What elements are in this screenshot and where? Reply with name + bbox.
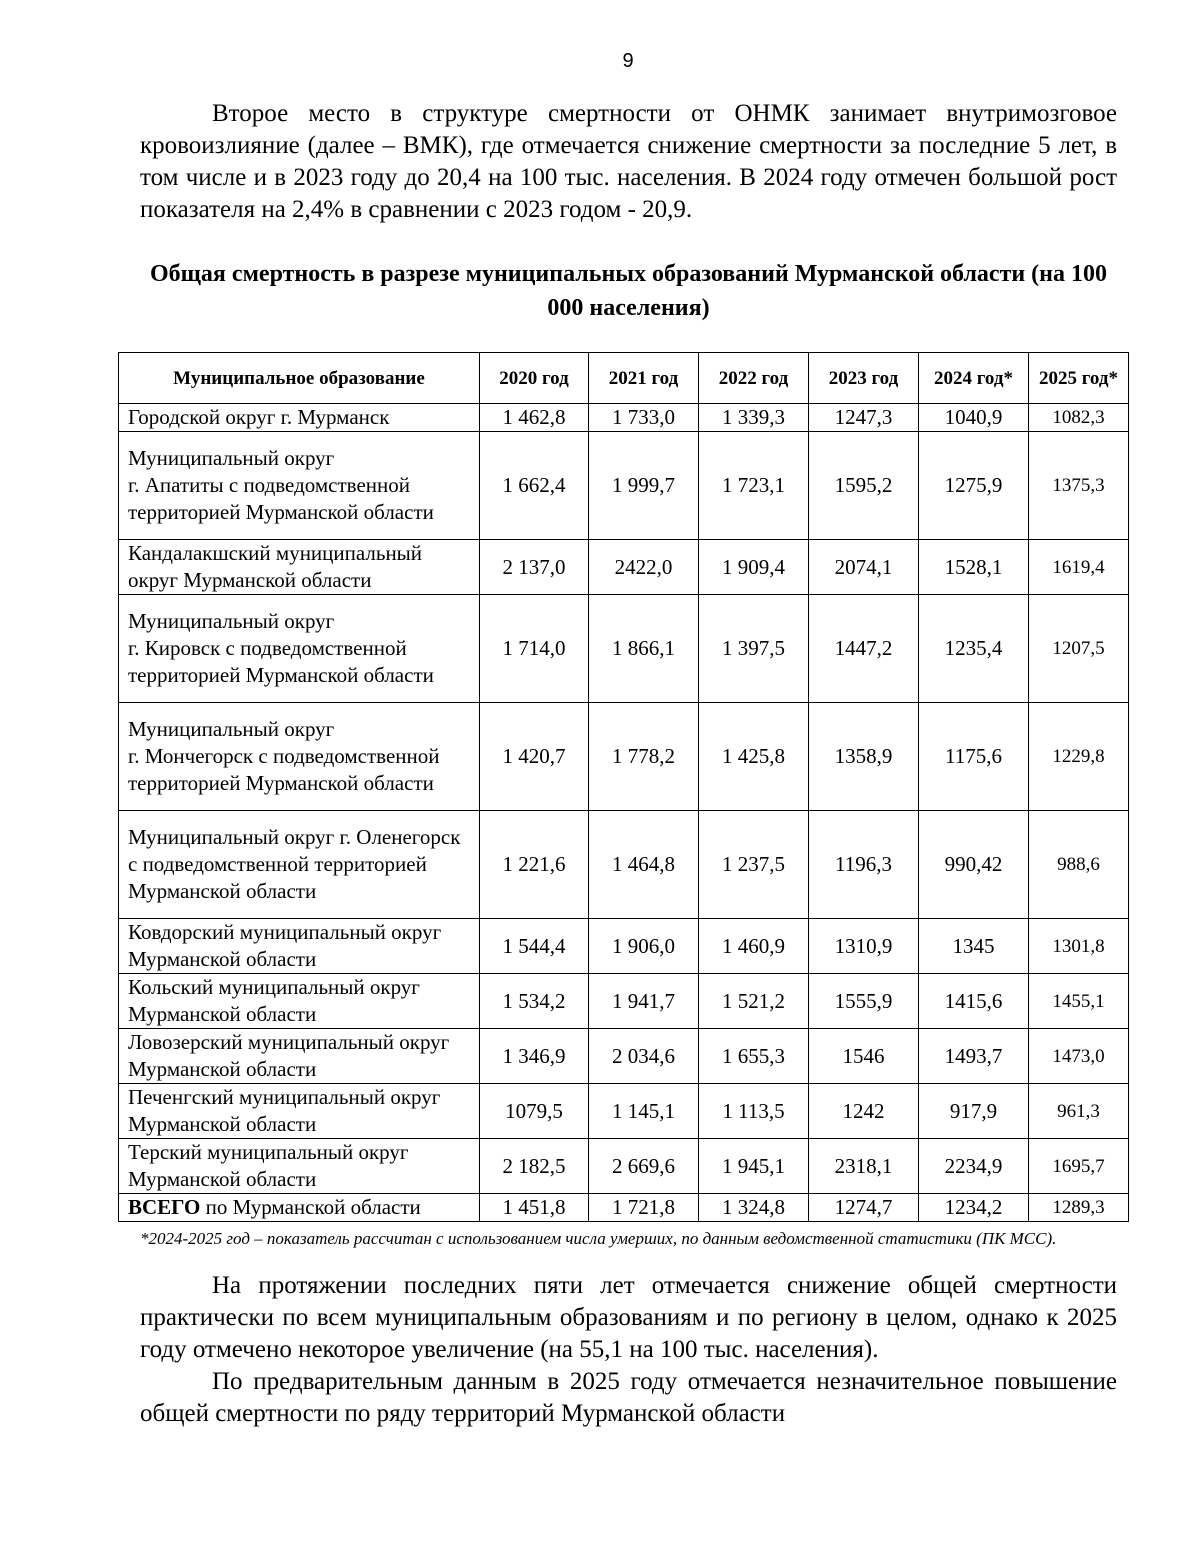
value-cell: 1595,2 xyxy=(809,432,919,540)
value-cell: 1275,9 xyxy=(919,432,1029,540)
value-cell: 1 945,1 xyxy=(699,1139,809,1194)
value-cell: 1 544,4 xyxy=(480,919,589,974)
value-cell: 1 339,3 xyxy=(699,404,809,432)
table-row xyxy=(119,1029,1129,1084)
paragraph-3 xyxy=(140,1366,1117,1430)
header-municipality: Муниципальное образование xyxy=(119,353,480,404)
value-cell: 1493,7 xyxy=(919,1029,1029,1084)
value-cell: 1 460,9 xyxy=(699,919,809,974)
header-2022: 2022 год xyxy=(699,353,809,404)
page-number: 9 xyxy=(622,50,634,72)
value-cell: 1 462,8 xyxy=(480,404,589,432)
value-cell: 1473,0 xyxy=(1029,1029,1129,1084)
municipality-name: Городской округ г. Мурманск xyxy=(119,404,480,432)
value-cell: 1 534,2 xyxy=(480,974,589,1029)
value-cell: 2422,0 xyxy=(589,540,699,595)
value-cell: 1229,8 xyxy=(1029,703,1129,811)
municipality-name: Муниципальный округ г. Мончегорск с подведомственной территорией Мурманской области xyxy=(119,703,480,811)
table-footnote: *2024-2025 год – показатель рассчитан с использованием числа умерших, по данным ведомственной статистики (ПК МСС). xyxy=(140,1229,1057,1248)
value-cell: 2074,1 xyxy=(809,540,919,595)
value-cell: 917,9 xyxy=(919,1084,1029,1139)
value-cell: 1235,4 xyxy=(919,595,1029,703)
value-cell: 990,42 xyxy=(919,811,1029,919)
value-cell: 1 733,0 xyxy=(589,404,699,432)
value-cell: 1 221,6 xyxy=(480,811,589,919)
value-cell: 1 113,5 xyxy=(699,1084,809,1139)
value-cell: 2 669,6 xyxy=(589,1139,699,1194)
header-2021: 2021 год xyxy=(589,353,699,404)
value-cell: 1247,3 xyxy=(809,404,919,432)
value-cell: 1196,3 xyxy=(809,811,919,919)
value-cell: 1 346,9 xyxy=(480,1029,589,1084)
total-label xyxy=(119,1194,480,1222)
paragraph-2 xyxy=(140,1270,1117,1366)
value-cell: 1082,3 xyxy=(1029,404,1129,432)
municipality-name: Ловозерский муниципальный округ Мурманской области xyxy=(119,1029,480,1084)
total-label-bold: ВСЕГО xyxy=(128,1195,201,1219)
header-2025: 2025 год* xyxy=(1029,353,1129,404)
table-title: Общая смертность в разрезе муниципальных образований Мурманской области (на 100 000 населения) xyxy=(150,261,1107,321)
value-cell: 2 034,6 xyxy=(589,1029,699,1084)
value-cell: 1079,5 xyxy=(480,1084,589,1139)
value-cell: 2 137,0 xyxy=(480,540,589,595)
table-header-row xyxy=(119,353,1129,404)
total-value-cell: 1 324,8 xyxy=(699,1194,809,1222)
value-cell: 1555,9 xyxy=(809,974,919,1029)
value-cell: 1 714,0 xyxy=(480,595,589,703)
municipality-name: Муниципальный округ г. Оленегорск с подведомственной территорией Мурманской области xyxy=(119,811,480,919)
value-cell: 1301,8 xyxy=(1029,919,1129,974)
value-cell: 1619,4 xyxy=(1029,540,1129,595)
value-cell: 1 521,2 xyxy=(699,974,809,1029)
value-cell: 1345 xyxy=(919,919,1029,974)
value-cell: 1310,9 xyxy=(809,919,919,974)
paragraph-1-text: Второе место в структуре смертности от ОНМК занимает внутримозговое кровоизлияние (далее – ВМК), где отмечается снижение смертности за последние 5 лет, в том числе и в 2023 году до 20,4 на 100 тыс. населения. В 2024 году отмечен большой рост показателя на 2,4% в сравнении с 2023 годом - 20,9. xyxy=(140,100,1117,223)
paragraph-3-text: По предварительным данным в 2025 году отмечается незначительное повышение общей смертности по ряду территорий Мурманской области xyxy=(140,1368,1117,1427)
header-2024: 2024 год* xyxy=(919,353,1029,404)
value-cell: 1 145,1 xyxy=(589,1084,699,1139)
value-cell: 1 464,8 xyxy=(589,811,699,919)
value-cell: 1 662,4 xyxy=(480,432,589,540)
table-row xyxy=(119,540,1129,595)
value-cell: 1 866,1 xyxy=(589,595,699,703)
value-cell: 1040,9 xyxy=(919,404,1029,432)
value-cell: 2318,1 xyxy=(809,1139,919,1194)
municipality-name: Кольский муниципальный округ Мурманской области xyxy=(119,974,480,1029)
total-row xyxy=(119,1194,1129,1222)
value-cell: 1 655,3 xyxy=(699,1029,809,1084)
mortality-table xyxy=(118,352,1129,1222)
value-cell: 1546 xyxy=(809,1029,919,1084)
municipality-name: Кандалакшский муниципальный округ Мурманской области xyxy=(119,540,480,595)
total-value-cell: 1234,2 xyxy=(919,1194,1029,1222)
value-cell: 1375,3 xyxy=(1029,432,1129,540)
value-cell: 1 397,5 xyxy=(699,595,809,703)
value-cell: 988,6 xyxy=(1029,811,1129,919)
header-2020: 2020 год xyxy=(480,353,589,404)
value-cell: 1695,7 xyxy=(1029,1139,1129,1194)
paragraph-2-text: На протяжении последних пяти лет отмечается снижение общей смертности практически по всем муниципальным образованиям и по региону в целом, однако к 2025 году отмечено некоторое увеличение (на 55,1 на 100 тыс. населения). xyxy=(140,1272,1117,1363)
municipality-name: Муниципальный округ г. Кировск с подведомственной территорией Мурманской области xyxy=(119,595,480,703)
paragraph-1 xyxy=(140,98,1117,226)
table-row xyxy=(119,404,1129,432)
value-cell: 1358,9 xyxy=(809,703,919,811)
value-cell: 1 909,4 xyxy=(699,540,809,595)
value-cell: 1447,2 xyxy=(809,595,919,703)
value-cell: 1 425,8 xyxy=(699,703,809,811)
value-cell: 2 182,5 xyxy=(480,1139,589,1194)
municipality-name: Муниципальный округ г. Апатиты с подведомственной территорией Мурманской области xyxy=(119,432,480,540)
value-cell: 1207,5 xyxy=(1029,595,1129,703)
municipality-name: Ковдорский муниципальный округ Мурманской области xyxy=(119,919,480,974)
table-row xyxy=(119,703,1129,811)
total-value-cell: 1289,3 xyxy=(1029,1194,1129,1222)
value-cell: 1 999,7 xyxy=(589,432,699,540)
table-row xyxy=(119,1139,1129,1194)
total-value-cell: 1 451,8 xyxy=(480,1194,589,1222)
value-cell: 2234,9 xyxy=(919,1139,1029,1194)
municipality-name: Печенгский муниципальный округ Мурманской области xyxy=(119,1084,480,1139)
value-cell: 1455,1 xyxy=(1029,974,1129,1029)
value-cell: 1175,6 xyxy=(919,703,1029,811)
value-cell: 1415,6 xyxy=(919,974,1029,1029)
municipality-name: Терский муниципальный округ Мурманской области xyxy=(119,1139,480,1194)
value-cell: 961,3 xyxy=(1029,1084,1129,1139)
value-cell: 1528,1 xyxy=(919,540,1029,595)
table-row xyxy=(119,811,1129,919)
value-cell: 1 723,1 xyxy=(699,432,809,540)
value-cell: 1 778,2 xyxy=(589,703,699,811)
table-row xyxy=(119,595,1129,703)
total-label-rest: по Мурманской области xyxy=(200,1195,421,1219)
value-cell: 1 941,7 xyxy=(589,974,699,1029)
total-value-cell: 1 721,8 xyxy=(589,1194,699,1222)
total-value-cell: 1274,7 xyxy=(809,1194,919,1222)
value-cell: 1 237,5 xyxy=(699,811,809,919)
value-cell: 1 906,0 xyxy=(589,919,699,974)
value-cell: 1 420,7 xyxy=(480,703,589,811)
table-row xyxy=(119,974,1129,1029)
value-cell: 1242 xyxy=(809,1084,919,1139)
table-row xyxy=(119,919,1129,974)
header-2023: 2023 год xyxy=(809,353,919,404)
table-row xyxy=(119,432,1129,540)
table-row xyxy=(119,1084,1129,1139)
